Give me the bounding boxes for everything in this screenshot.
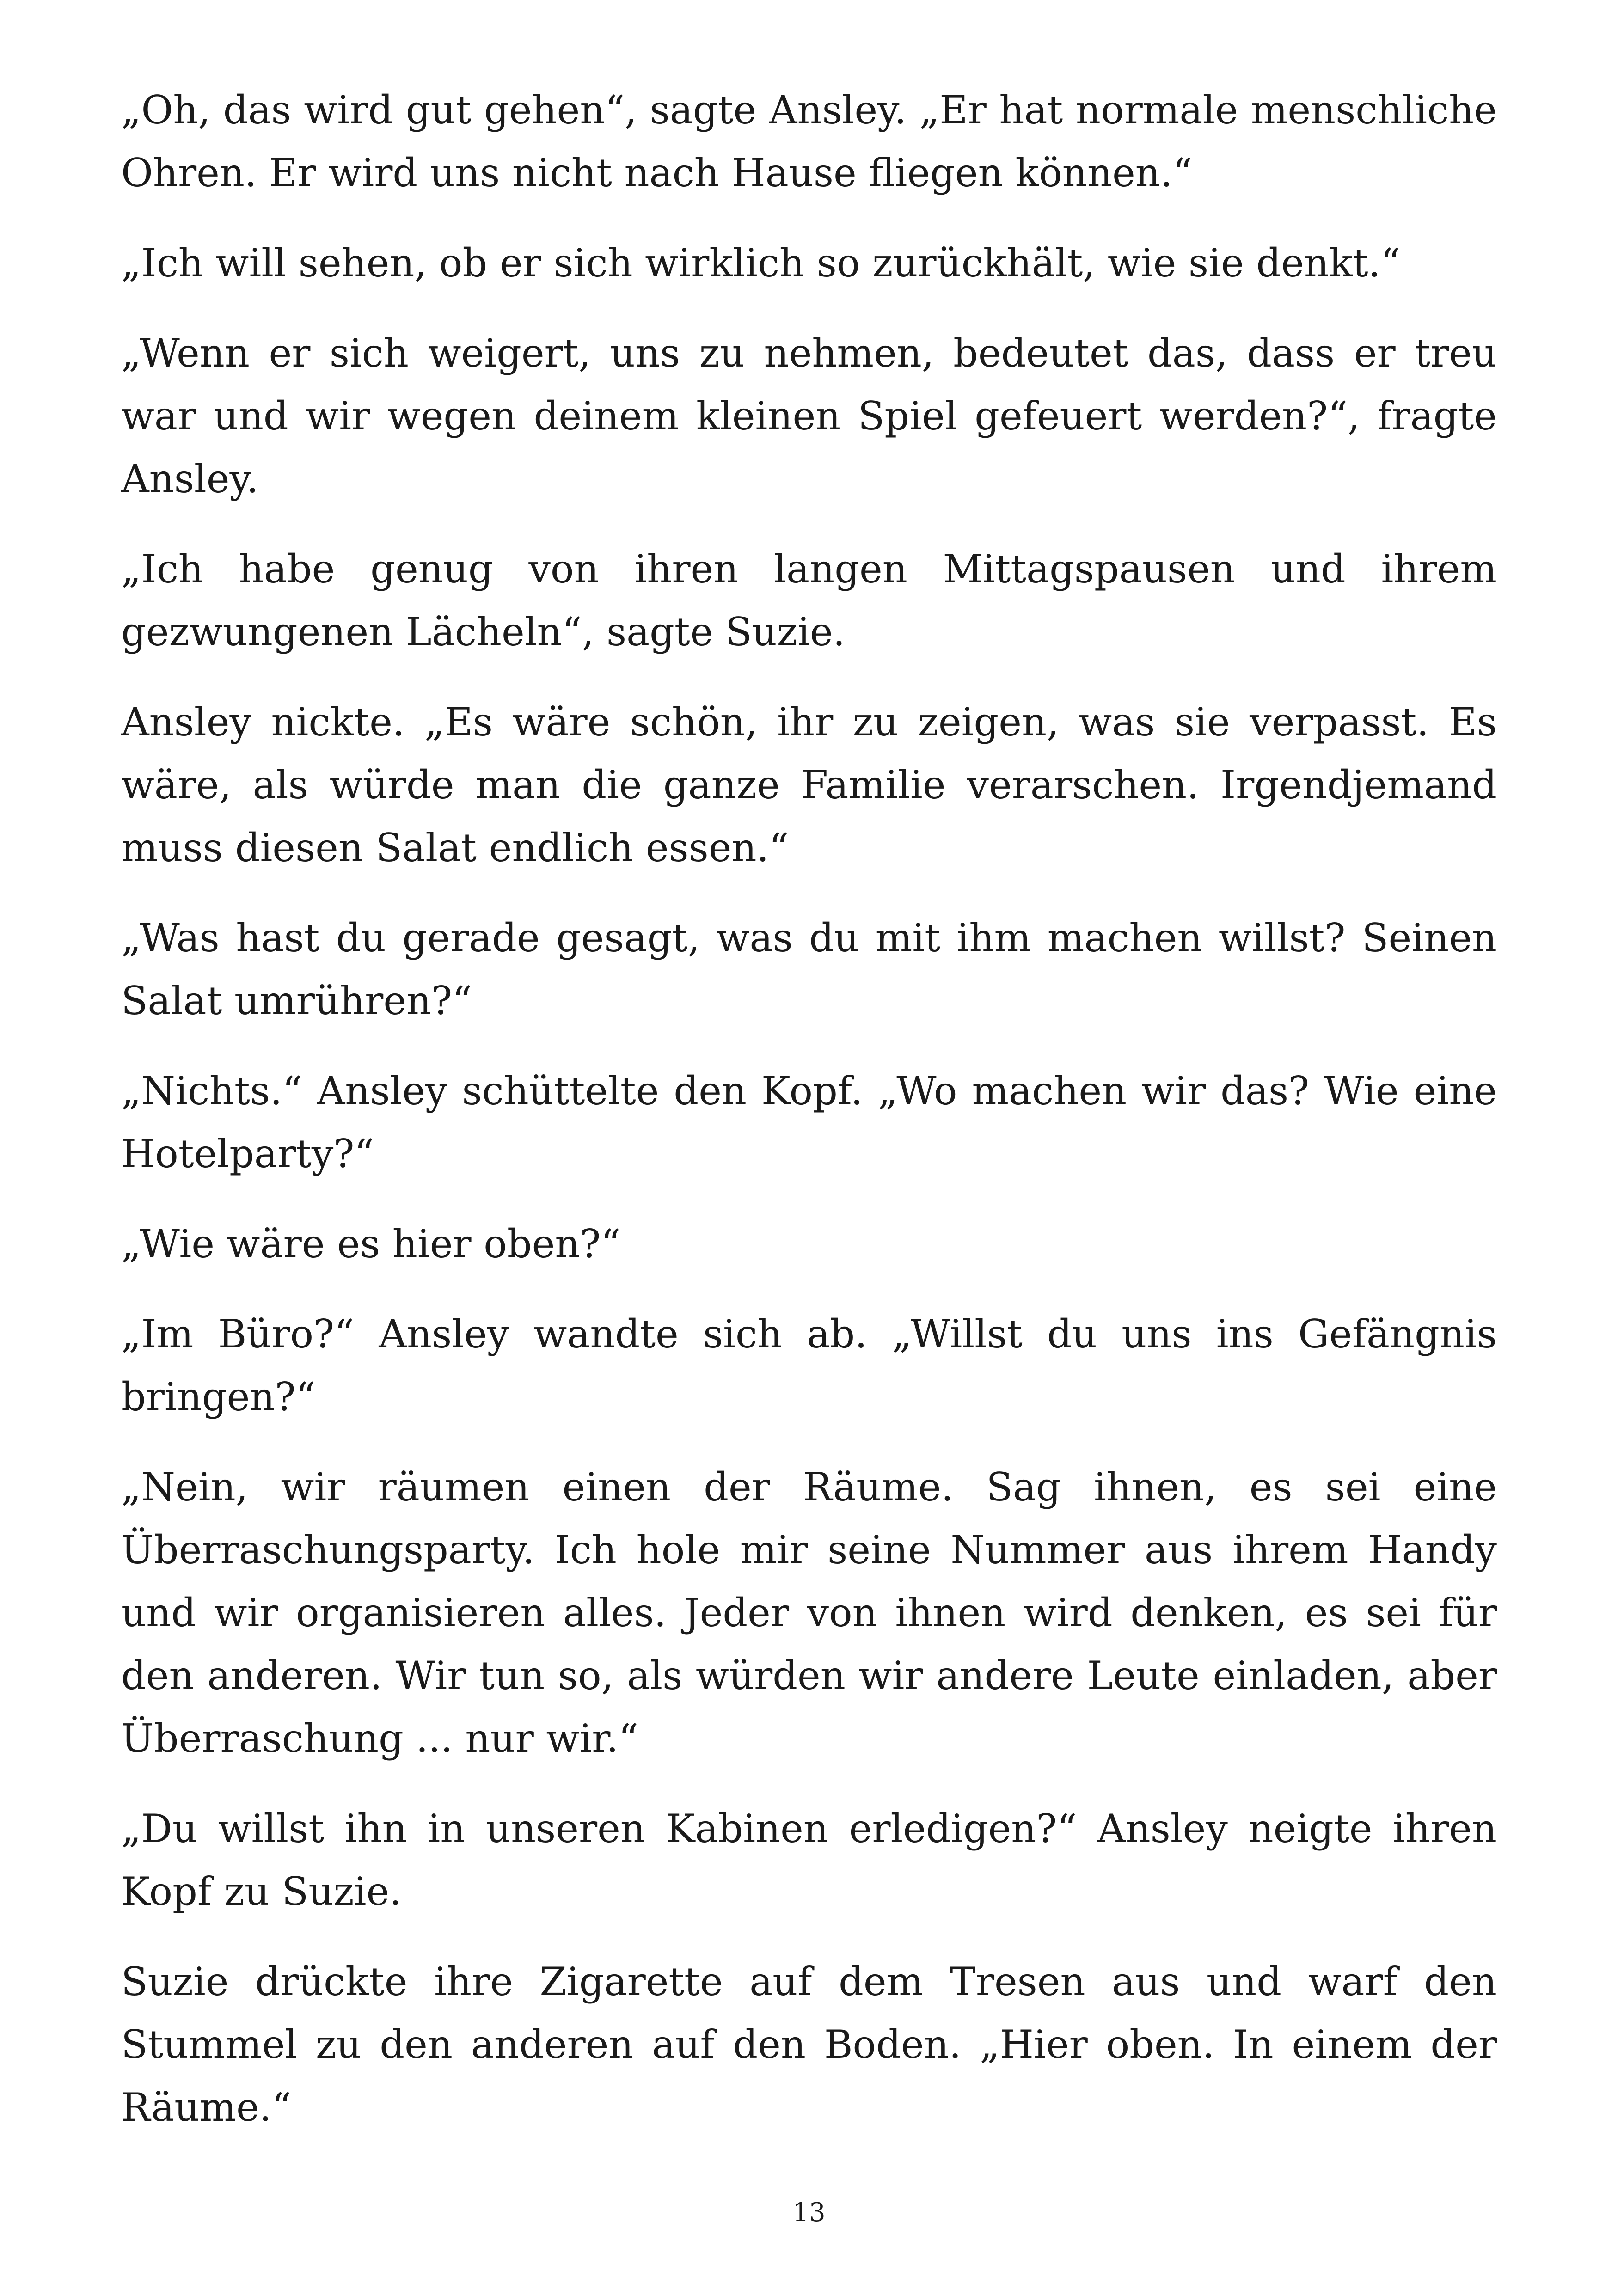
- paragraph-7: „Nichts.“ Ansley schüttelte den Kopf. „Wo machen wir das? Wie eine Hotelparty?“: [121, 1068, 1497, 1176]
- paragraph-10: „Nein, wir räumen einen der Räume. Sag ihnen, es sei eine Überraschungsparty. Ich hole mir seine Nummer aus ihrem Handy und wir organisieren alles. Jeder von ihnen wird denken, es sei für den anderen. Wir tun so, als würden wir andere Leute einladen, aber Überraschung ... nur wir.“: [121, 1464, 1497, 1761]
- paragraph-3: „Wenn er sich weigert, uns zu nehmen, bedeutet das, dass er treu war und wir wegen deinem kleinen Spiel gefeuert werden?“, fragte Ansley.: [121, 331, 1497, 502]
- paragraph-4: „Ich habe genug von ihren langen Mittagspausen und ihrem gezwungenen Lächeln“, sagte Suzie.: [121, 546, 1497, 655]
- paragraph-8: „Wie wäre es hier oben?“: [121, 1221, 621, 1267]
- paragraph-6: „Was hast du gerade gesagt, was du mit ihm machen willst? Seinen Salat umrühren?“: [121, 915, 1497, 1023]
- paragraph-5: Ansley nickte. „Es wäre schön, ihr zu zeigen, was sie verpasst. Es wäre, als würde man die ganze Familie verarschen. Irgendjemand muss diesen Salat endlich essen.“: [121, 699, 1497, 870]
- paragraph-11: „Du willst ihn in unseren Kabinen erledigen?“ Ansley neigte ihren Kopf zu Suzie.: [121, 1806, 1497, 1914]
- paragraph-12: Suzie drückte ihre Zigarette auf dem Tresen aus und warf den Stummel zu den anderen auf den Boden. „Hier oben. In einem der Räume.“: [121, 1959, 1497, 2130]
- paragraph-1: „Oh, das wird gut gehen“, sagte Ansley. „Er hat normale menschliche Ohren. Er wird uns nicht nach Hause fliegen können.“: [121, 87, 1497, 196]
- page-body: [121, 79, 1497, 2166]
- paragraph-9: „Im Büro?“ Ansley wandte sich ab. „Willst du uns ins Gefängnis bringen?“: [121, 1311, 1497, 1420]
- page-number: 13: [792, 2198, 826, 2228]
- paragraph-2: „Ich will sehen, ob er sich wirklich so zurückhält, wie sie denkt.“: [121, 240, 1401, 286]
